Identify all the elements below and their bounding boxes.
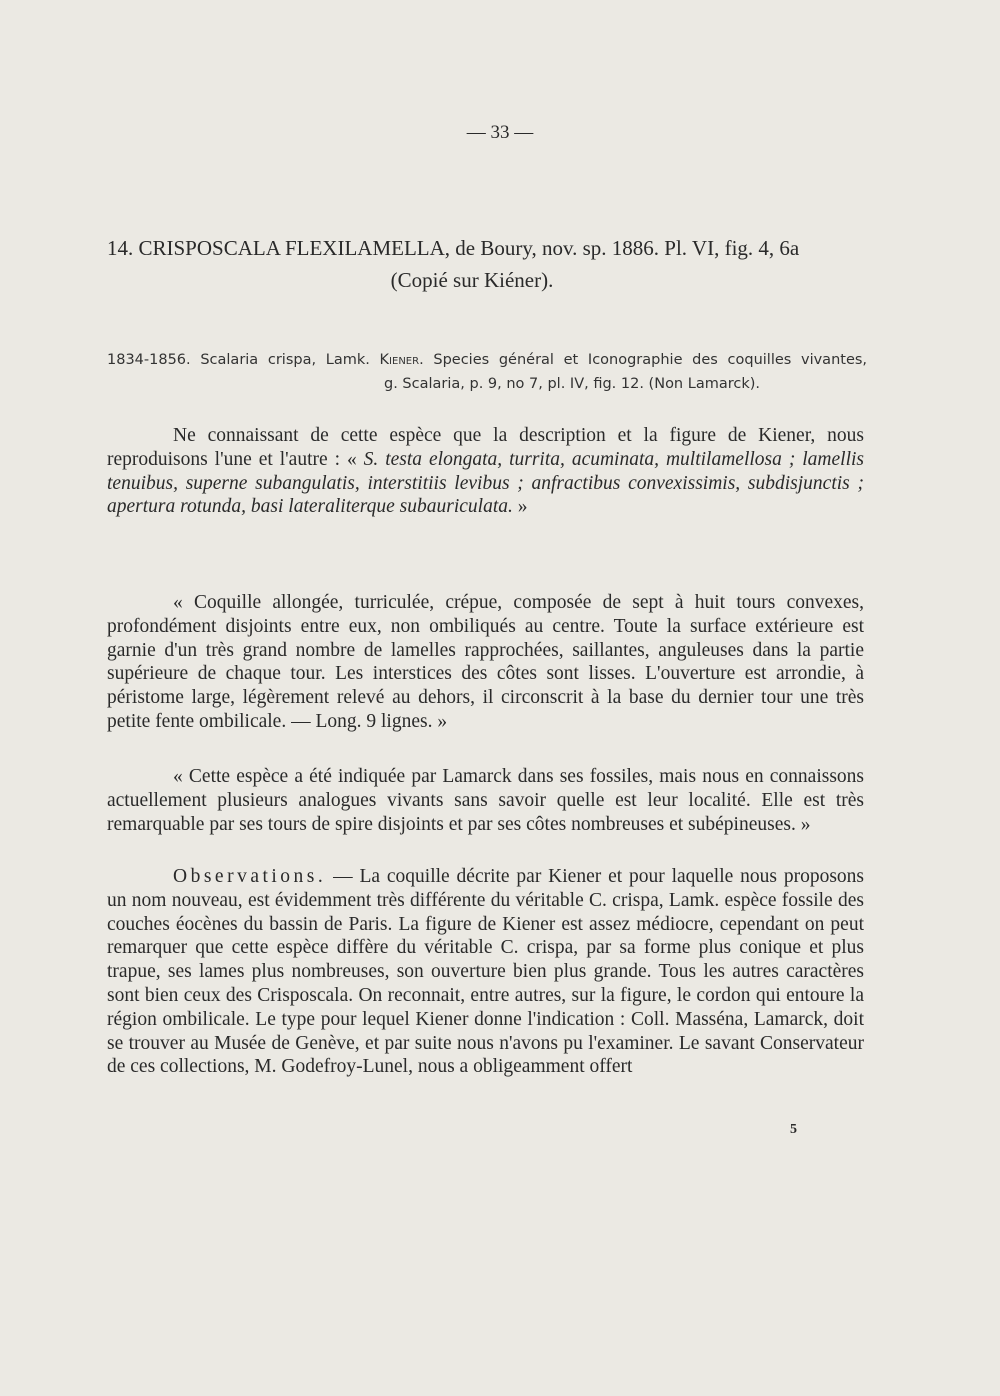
page-number: — 33 — (466, 122, 534, 143)
species-title: 14. CRISPOSCALA FLEXILAMELLA, de Boury, nov. sp. 1886. Pl. VI, fig. 4, 6a (107, 236, 800, 260)
synonymy-name: Scalaria crispa, Lamk. (200, 352, 370, 368)
synonymy-years: 1834-1856. (107, 352, 191, 368)
observations-text: — La coquille décrite par Kiener et pour laquelle nous proposons un nom nouveau, est évidemment très différente du véritable C. crispa, Lamk. espèce fossile des couches éocènes du bassin de Paris. La figure de Kiener est assez médiocre, cependant on peut remarquer que cette espèce diffère du véritable C. crispa, par sa forme plus conique et plus trapue, ses lames plus nombreuses, son ouverture bien plus grande. Tous les autres caractères sont bien ceux des Crisposcala. On reconnait, entre autres, sur la figure, le cordon qui entoure la région ombilicale. Le type pour lequel Kiener donne l'indication : Coll. Masséna, Lamarck, doit se trouver au Musée de Genève, et par suite nous n'avons pu l'examiner. Le savant Conservateur de ces collections, M. Godefroy-Lunel, nous a obligeamment offert (107, 866, 864, 1078)
synonymy-work: Species général et Iconographie des coquilles vivantes, (433, 352, 868, 368)
synonymy-line-1 (107, 348, 867, 372)
intro-paragraph (107, 424, 864, 519)
species-source-note: (Copié sur Kiéner). (390, 268, 554, 292)
description-paragraph-2: « Cette espèce a été indiquée par Lamarck dans ses fossiles, mais nous en connaissons actuellement plusieurs analogues vivants sans savoir quelle est leur localité. Elle est très remarquable par ses tours de spire disjoints et par ses côtes nombreuses et subépineuses. » (107, 766, 864, 835)
intro-closing: » (512, 496, 528, 518)
intro-text: Ne connaissant de cette espèce que la description et la figure de Kiener, nous reproduisons l'une et l'autre : « (107, 425, 864, 470)
observations-paragraph (107, 865, 864, 1079)
description-paragraph-1: « Coquille allongée, turriculée, crépue, composée de sept à huit tours convexes, profondément disjoints entre eux, non ombiliqués au centre. Toute la surface extérieure est garnie d'un très grand nombre de lamelles rapprochées, saillantes, anguleuses dans la partie supérieure de chaque tour. Les interstices des côtes sont lisses. L'ouverture est arrondie, à péristome large, légèrement relevé au dehors, il circonscrit à la base du dernier tour une très petite fente ombilicale. — Long. 9 lignes. » (107, 592, 864, 732)
species-heading (107, 232, 867, 296)
signature-mark: 5 (790, 1122, 797, 1137)
synonymy-entry (107, 348, 867, 396)
observations-label: Observations. (173, 866, 327, 887)
synonymy-author: Kiener. (379, 352, 424, 368)
latin-diagnosis: S. testa elongata, turrita, acuminata, multilamellosa ; lamellis tenuibus, superne subangulatis, interstitiis levibus ; anfractibus convexissimis, subdisjunctis ; apertura rotunda, basi lateraliterque subauriculata. (107, 448, 865, 518)
synonymy-line-2: g. Scalaria, p. 9, no 7, pl. IV, fig. 12. (Non Lamarck). (384, 376, 760, 392)
